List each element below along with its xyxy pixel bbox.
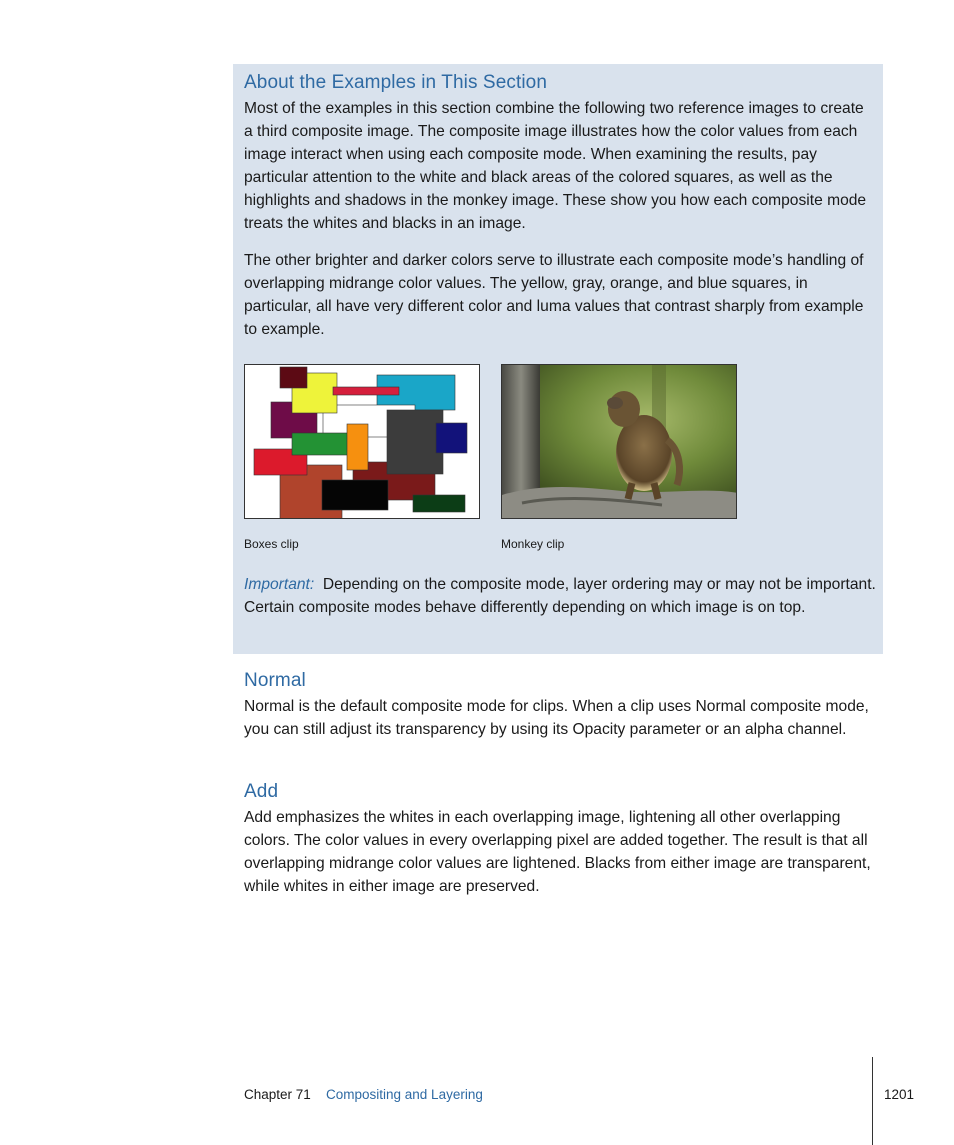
sidebar-heading: About the Examples in This Section <box>244 72 547 93</box>
important-label: Important: <box>244 576 315 593</box>
add-body: Add emphasizes the whites in each overlapping image, lightening all other overlapping colors. The color values in every overlapping pixel are added together. The result is that all overlapping midrange color values are lightened. Blacks from either image are transparent, while whites in either image are preserved. <box>244 809 871 895</box>
normal-body: Normal is the default composite mode for clips. When a clip uses Normal composite mode, you can still adjust its transparency by using its Opacity parameter or an alpha channel. <box>244 698 869 738</box>
sidebar-paragraph-2: The other brighter and darker colors serve to illustrate each composite mode’s handling of overlapping midrange color values. The yellow, gray, orange, and blue squares, in particular, all have very different color and luma values that contrast sharply from example to example. <box>244 252 864 338</box>
normal-heading: Normal <box>244 670 306 691</box>
important-note <box>244 573 876 619</box>
page-number: 1201 <box>884 1087 915 1102</box>
add-heading: Add <box>244 781 279 802</box>
monkey-clip-caption: Monkey clip <box>501 537 565 551</box>
important-text: Depending on the composite mode, layer ordering may or may not be important. Certain composite modes behave differently depending on which image is on top. <box>244 576 876 616</box>
footer-divider <box>872 1057 873 1145</box>
boxes-clip-caption: Boxes clip <box>244 537 299 551</box>
monkey-clip-image <box>501 364 737 519</box>
footer-chapter: Chapter 71 <box>244 1087 311 1102</box>
footer-chapter-title[interactable]: Compositing and Layering <box>326 1087 483 1102</box>
boxes-clip-image <box>244 364 480 519</box>
sidebar-paragraph-1: Most of the examples in this section combine the following two reference images to create a third composite image. The composite image illustrates how the color values from each image interact when using each composite mode. When examining the results, pay particular attention to the white and black areas of the colored squares, as well as the highlights and shadows in the monkey image. These show you how each composite mode treats the whites and blacks in an image. <box>244 100 867 232</box>
